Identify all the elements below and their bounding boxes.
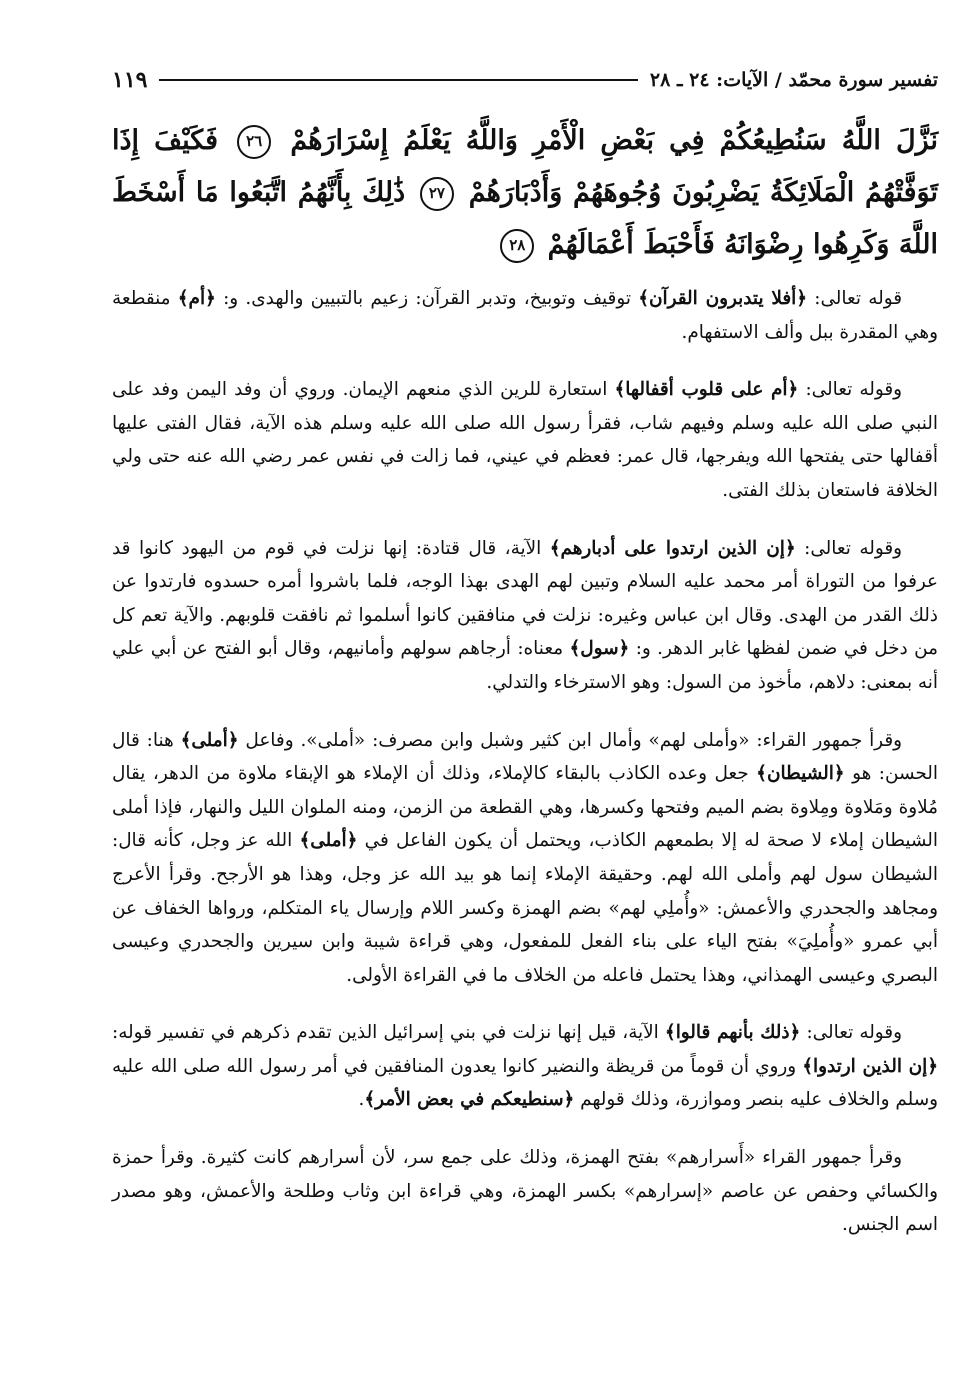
header-title: تفسير سورة محمّد / الآيات: ٢٤ ـ ٢٨ — [649, 69, 938, 91]
quoted-phrase: ﴿سول﴾ — [569, 638, 630, 660]
ayah-number-marker: ٢٦ — [237, 125, 271, 159]
quoted-phrase: ﴿إن الذين ارتدوا﴾ — [802, 1055, 938, 1077]
quoted-phrase: ﴿أملى﴾ — [180, 729, 239, 751]
commentary-text: وقوله تعالى: — [798, 379, 902, 401]
commentary-text: الله عز وجل، كأنه قال: الشيطان سول لهم وأملى الله لهم. وحقيقة الإملاء إنما هو بيد الله عز وجل، وهذا هو الأرجح. وقرأ الأعرج ومجاهد والجحدري والأعمش: «وأُملِي لهم» بضم الهمزة وكسر اللام وإرسال ياء المتكلم، ورواها الخفاف عن أبي عمرو «وأُملِيَ» بفتح الياء على بناء الفعل للمفعول، وهي قراءة شيبة وابن سيرين والجحدري وعيسى البصري وعيسى الهمذاني، وهذا يحتمل فاعله من الخلاف ما في القراءة الأولى. — [112, 830, 938, 986]
ayah-number-marker: ٢٧ — [420, 177, 454, 211]
quoted-phrase: ﴿أفلا يتدبرون القرآن﴾ — [638, 288, 808, 309]
commentary-text: . — [358, 1089, 365, 1111]
commentary-text: وقرأ جمهور القراء: «وأملى لهم» وأمال ابن كثير وشبل وابن مصرف: «أملى». وفاعل — [238, 729, 902, 751]
quoted-phrase: ﴿إن الذين ارتدوا على أدبارهم﴾ — [549, 537, 796, 559]
commentary-text: وقوله تعالى: — [800, 1022, 902, 1044]
commentary-body — [112, 282, 938, 1242]
commentary-text: منقطعة وهي المقدرة ببل وألف الاستفهام. — [112, 288, 938, 343]
commentary-paragraph — [112, 282, 938, 349]
verse-segment: فَكَيْفَ إِذَا تَوَفَّتْهُمُ الْمَلَائِكَةُ يَضْرِبُونَ وُجُوهَهُمْ وَأَدْبَارَهُمْ — [112, 125, 938, 208]
header-rule — [159, 79, 637, 81]
quoted-phrase: ﴿ذلك بأنهم قالوا﴾ — [664, 1022, 801, 1044]
quoted-phrase: ﴿أم﴾ — [177, 288, 216, 309]
commentary-text: وروي أن قوماً من قريظة والنضير كانوا يعدون المنافقين في أمر رسول الله صلى الله عليه وسلم والخلاف عليه بنصر وموازرة، وذلك قولهم — [112, 1055, 938, 1111]
commentary-text: استعارة للرين الذي منعهم الإيمان. وروي أن وفد اليمن وفد على النبي صلى الله عليه وسلم وفيهم شاب، فقرأ رسول الله صلى الله عليه وسلم هذه الآية، فقال الفتى عليها أقفالها حتى يفتحها الله ويفرجها، قال عمر: فعظم في عيني، فما زالت في نفس عمر رضي الله عنه حتى ولي الخلافة فاستعان بذلك الفتى. — [112, 379, 938, 501]
commentary-text: جعل وعده الكاذب بالبقاء كالإملاء، وذلك أن الإملاء هو الإبقاء ملاوة من الدهر، يقال مُلاوة ومَلاوة ومِلاوة بضم الميم وفتحها وكسرها، وهي القطعة من الزمن، ومنه الملوان الليل والنهار، فإذا أملى الشيطان إملاء لا صحة له إلا بطمعهم الكاذب، ويحتمل أن يكون الفاعل في — [112, 763, 938, 852]
commentary-paragraph — [112, 1141, 938, 1242]
commentary-text: وقوله تعالى: — [795, 537, 902, 559]
quran-verse-block — [112, 115, 938, 271]
running-header — [112, 60, 938, 100]
commentary-paragraph — [112, 373, 938, 507]
commentary-paragraph — [112, 532, 938, 700]
quoted-phrase: ﴿أم على قلوب أقفالها﴾ — [614, 379, 799, 401]
commentary-text: الآية، قيل إنها نزلت في بني إسرائيل الذين تقدم ذكرهم في تفسير قوله: — [112, 1022, 665, 1044]
page-number: ١١٩ — [112, 67, 148, 93]
commentary-text: توقيف وتوبيخ، وتدبر القرآن: زعيم بالتبيين والهدى. و: — [215, 288, 639, 309]
quoted-phrase: ﴿سنطيعكم في بعض الأمر﴾ — [364, 1089, 575, 1111]
ayah-number-marker: ٢٨ — [500, 229, 534, 263]
verse-segment: ذَٰلِكَ بِأَنَّهُمُ اتَّبَعُوا مَا أَسْخَطَ اللَّهَ وَكَرِهُوا رِضْوَانَهُ فَأَحْبَطَ أَعْمَالَهُمْ — [112, 177, 938, 260]
commentary-text: معناه: أرجاهم سولهم وأمانيهم، وقال أبو الفتح عن أبي علي أنه بمعنى: دلاهم، مأخوذ من السول: وهو الاسترخاء والتدلي. — [112, 638, 938, 693]
verse-segment: نَزَّلَ اللَّهُ سَنُطِيعُكُمْ فِي بَعْضِ الْأَمْرِ وَاللَّهُ يَعْلَمُ إِسْرَارَهُمْ — [290, 125, 939, 156]
quoted-phrase: ﴿الشيطان﴾ — [756, 763, 845, 785]
commentary-paragraph — [112, 1016, 938, 1117]
commentary-paragraph — [112, 724, 938, 993]
quoted-phrase: ﴿أملى﴾ — [299, 830, 358, 852]
commentary-text: الآية، قال قتادة: إنها نزلت في قوم من اليهود كانوا قد عرفوا من التوراة أمر محمد عليه السلام وتبين لهم الهدى بهذا الوجه، فلما باشروا أمره حسدوه فارتدوا عن ذلك القدر من الهدى. وقال ابن عباس وغيره: نزلت في منافقين كانوا أسلموا ثم نافقت قلوبهم. والآية تعم كل من دخل في ضمن لفظها غابر الدهر. و: — [112, 537, 938, 660]
commentary-text: قوله تعالى: — [807, 288, 903, 309]
commentary-text: وقرأ جمهور القراء «أَسرارهم» بفتح الهمزة، وذلك على جمع سر، لأن أسرارهم كانت كثيرة. وقرأ حمزة والكسائي وحفص عن عاصم «إسرارهم» بكسر الهمزة، وهي قراءة ابن وثاب وطلحة والأعمش، وهو مصدر اسم الجنس. — [112, 1147, 938, 1236]
commentary-text: هنا: قال الحسن: هو — [112, 729, 938, 785]
